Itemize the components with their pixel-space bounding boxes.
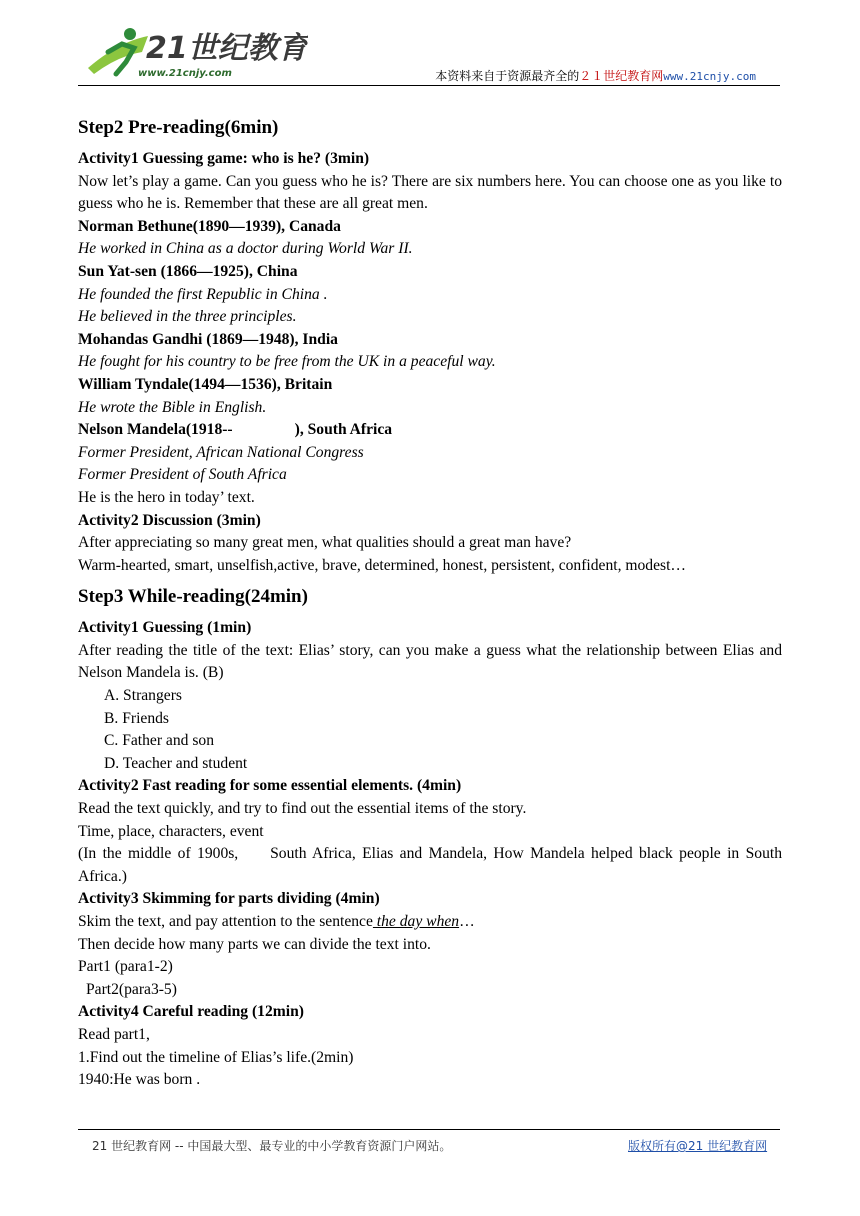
hero-note: He is the hero in today’ text. [78,488,255,506]
header-rule [78,85,780,86]
step3-activity3-heading: Activity3 Skimming for parts dividing (4min) [78,890,380,908]
step3-activity1-question: After reading the title of the text: Elias’ story, can you make a guess what the relationship between Elias and Nelson Mandela is. (B) [78,641,782,682]
step3-activity2-heading: Activity2 Fast reading for some essential elements. (4min) [78,777,462,795]
step3-activity1-heading: Activity1 Guessing (1min) [78,619,252,637]
person-5-desc-2: Former President of South Africa [78,466,287,484]
page-header [78,22,780,86]
person-2-desc-1: He founded the first Republic in China . [78,285,328,303]
step3-heading: Step3 While-reading(24min) [78,586,308,608]
step3-activity4-line-1: Read part1, [78,1025,150,1043]
step2-intro: Now let’s play a game. Can you guess who he is? There are six numbers here. You can choose one as you like to guess who he is. Remember that these are all great men. [78,172,782,213]
footer-text: 21 世纪教育网 -- 中国最大型、最专业的中小学教育资源门户网站。 [92,1139,452,1153]
step3-activity4-line-2: 1.Find out the timeline of Elias’s life.(2min) [78,1048,354,1066]
step2-heading: Step2 Pre-reading(6min) [78,117,279,138]
person-1-desc: He worked in China as a doctor during World War II. [78,240,413,258]
person-3-desc: He fought for his country to be free from the UK in a peaceful way. [78,353,496,371]
step2-activity1-heading: Activity1 Guessing game: who is he? (3min) [78,150,370,167]
step3-activity4-heading: Activity4 Careful reading (12min) [78,1003,304,1021]
option-d: D. Teacher and student [104,754,248,772]
svg-text:www.21cnjy.com: www.21cnjy.com [138,68,232,79]
person-4-name: William Tyndale(1494—1536), Britain [78,375,333,393]
step2-activity2-heading: Activity2 Discussion (3min) [78,511,261,529]
person-4-desc: He wrote the Bible in English. [78,398,267,416]
option-c: C. Father and son [104,732,215,750]
person-1-name: Norman Bethune(1890—1939), Canada [78,217,341,235]
person-3-name: Mohandas Gandhi (1869—1948), India [78,330,338,348]
step3-activity4-line-3: 1940:He was born . [78,1071,201,1089]
part-1: Part1 (para1-2) [78,958,173,976]
step3-activity2-line-2: Time, place, characters, event [78,822,264,840]
site-logo [78,22,308,82]
step3-activity2-line-3: (In the middle of 1900s, South Africa, Elias and Mandela, How Mandela helped black people in South Africa.) [78,845,786,885]
step3-activity2-line-1: Read the text quickly, and try to find out the essential items of the story. [78,800,527,818]
svg-text:21世纪教育: 21世纪教育 [146,31,308,66]
header-note: 本资料来自于资源最齐全的２１世纪教育网www.21cnjy.com [435,69,756,83]
person-5-desc-1: Former President, African National Congress [78,443,364,461]
step2-activity2-answer: Warm-hearted, smart, unselfish,active, brave, determined, honest, persistent, confident, modest… [78,556,687,574]
option-a: A. Strangers [104,687,182,705]
option-b: B. Friends [104,709,169,727]
footer-copyright-link[interactable]: 版权所有@21 世纪教育网 [628,1139,768,1153]
step2-activity2-question: After appreciating so many great men, what qualities should a great man have? [78,534,572,552]
footer-rule [78,1129,780,1130]
document-body [78,116,786,1092]
person-5-name: Nelson Mandela(1918-- ), South Africa [78,421,393,439]
step3-activity3-line-1: Skim the text, and pay attention to the sentence the day when… [78,913,475,930]
step3-activity3-line-2: Then decide how many parts we can divide the text into. [78,935,431,953]
part-2: Part2(para3-5) [86,980,177,998]
person-2-name: Sun Yat-sen (1866—1925), China [78,262,298,280]
person-2-desc-2: He believed in the three principles. [78,308,297,326]
